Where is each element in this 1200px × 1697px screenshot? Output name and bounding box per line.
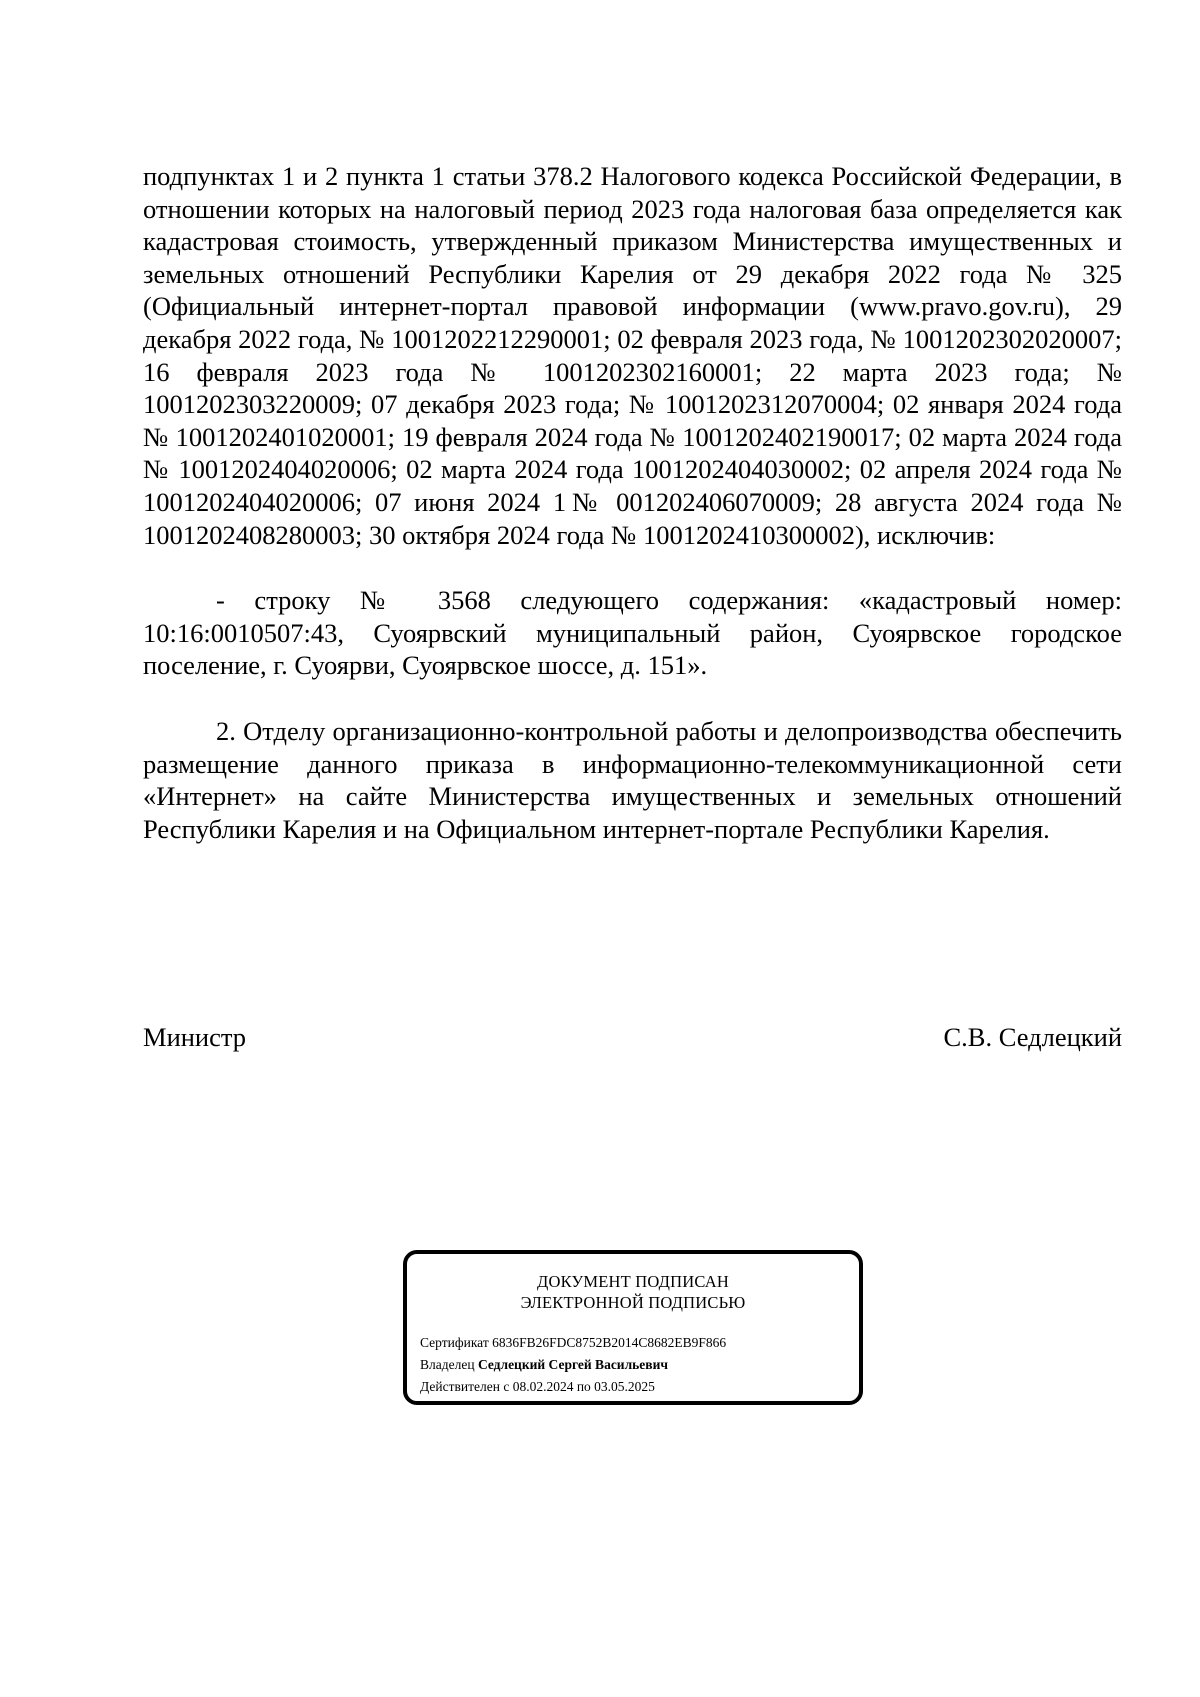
- stamp-certificate-row: [420, 1332, 726, 1354]
- paragraph-gap: [143, 682, 1122, 715]
- owner-value: Седлецкий Сергей Васильевич: [477, 1357, 668, 1372]
- signatory-position: Министр: [143, 1022, 247, 1052]
- stamp-title: [407, 1271, 859, 1313]
- stamp-details: [420, 1332, 726, 1398]
- valid-label: Действителен: [420, 1379, 500, 1394]
- signatory-name: С.В. Седлецкий: [943, 1022, 1122, 1052]
- valid-from-date: 08.02.2024: [512, 1379, 574, 1394]
- owner-label: Владелец: [420, 1357, 475, 1372]
- stamp-owner-row: [420, 1354, 726, 1376]
- certificate-label: Сертификат: [420, 1335, 489, 1350]
- paragraph-gap: [143, 551, 1122, 584]
- stamp-title-line-1: ДОКУМЕНТ ПОДПИСАН: [537, 1272, 729, 1291]
- signature-row: [143, 1021, 1122, 1054]
- paragraph-legal-basis: подпунктах 1 и 2 пункта 1 статьи 378.2 Налогового кодекса Российской Федерации, в отношении которых на налоговый период 2023 года налоговая база определяется как кадастровая стоимость, утвержденный приказом Министерства имущественных и земельных отношений Республики Карелия от 29 декабря 2022 года № 325 (Официальный интернет-портал правовой информации (www.pravo.gov.ru), 29 декабря 2022 года, № 1001202212290001; 02 февраля 2023 года, № 1001202302020007; 16 февраля 2023 года № 1001202302160001; 22 марта 2023 года; № 1001202303220009; 07 декабря 2023 года; № 1001202312070004; 02 января 2024 года № 1001202401020001; 19 февраля 2024 года № 1001202402190017; 02 марта 2024 года № 1001202404020006; 02 марта 2024 года 1001202404030002; 02 апреля 2024 года № 1001202404020006; 07 июня 2024 1№ 001202406070009; 28 августа 2024 года № 1001202408280003; 30 октября 2024 года № 1001202410300002), исключив:: [143, 161, 1122, 550]
- valid-from-label: с: [503, 1379, 510, 1394]
- valid-to-date: 03.05.2025: [594, 1379, 655, 1394]
- certificate-value: 6836FB26FDC8752B2014C8682EB9F866: [492, 1335, 727, 1350]
- paragraph-excluded-row: - строку № 3568 следующего содержания: «кадастровый номер: 10:16:0010507:43, Суоярвский муниципальный район, Суоярвское городское поселение, г. Суоярви, Суоярвское шоссе, д. 151».: [143, 585, 1122, 681]
- paragraph-publication-order: 2. Отделу организационно-контрольной работы и делопроизводства обеспечить размещение данного приказа в информационно-телекоммуникационной сети «Интернет» на сайте Министерства имущественных и земельных отношений Республики Карелия и на Официальном интернет-портале Республики Карелия.: [143, 715, 1122, 844]
- valid-to-label: по: [576, 1379, 591, 1394]
- stamp-validity-row: [420, 1376, 726, 1398]
- electronic-signature-stamp: [403, 1250, 863, 1405]
- document-body: [143, 160, 1122, 845]
- stamp-title-line-2: ЭЛЕКТРОННОЙ ПОДПИСЬЮ: [520, 1293, 746, 1312]
